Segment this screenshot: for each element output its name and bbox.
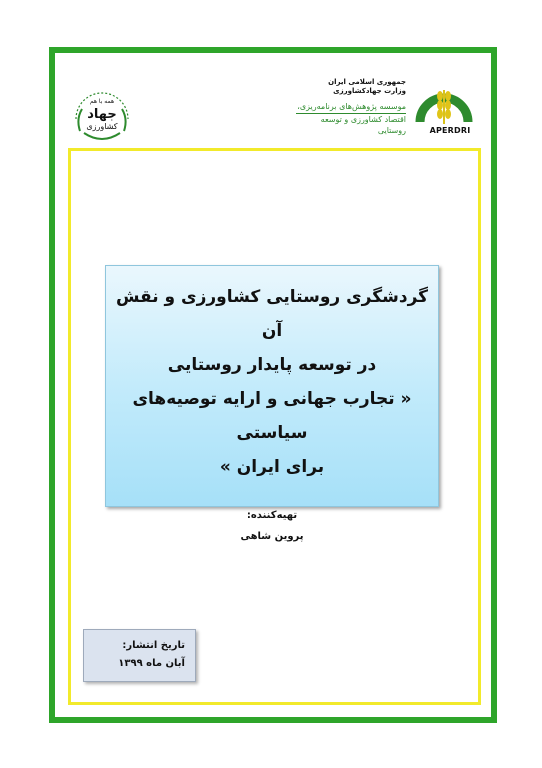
title-line-4: برای ایران » [219,457,325,477]
publication-date-value: آبان ماه ۱۳۹۹ [118,658,185,669]
aperdri-acronym: APERDRI [429,126,471,135]
jihad-logo-icon [66,79,138,151]
svg-text:کشاورزی: کشاورزی [86,122,118,131]
institute-name-line1: موسسه پژوهش‌های برنامه‌ریزی، [297,102,406,111]
country-name: جمهوری اسلامی ایران [328,78,406,86]
ministry-name: وزارت جهادکشاورزی [333,87,406,95]
author-label: تهیه‌کننده: [246,510,298,521]
title-line-1: گردشگری روستایی کشاورزی و نقش آن [115,287,429,341]
author-name: پروین شاهی [240,531,304,542]
svg-text:همه با هم: همه با هم [89,98,115,105]
institute-name-line2: اقتصاد کشاورزی و توسعه روستایی [320,115,406,135]
title-line-3: « تجارب جهانی و ارایه توصیه‌های سیاستی [132,389,412,443]
institute-name-block [296,78,406,138]
report-title [106,280,438,484]
svg-text:جهاد: جهاد [87,107,117,122]
title-box [105,265,439,542]
publication-date-label: تاریخ انتشار: [122,640,185,651]
title-line-2: در توسعه پایدار روستایی [167,355,377,375]
publication-date-box [83,629,196,682]
jihad-logo [66,79,138,151]
